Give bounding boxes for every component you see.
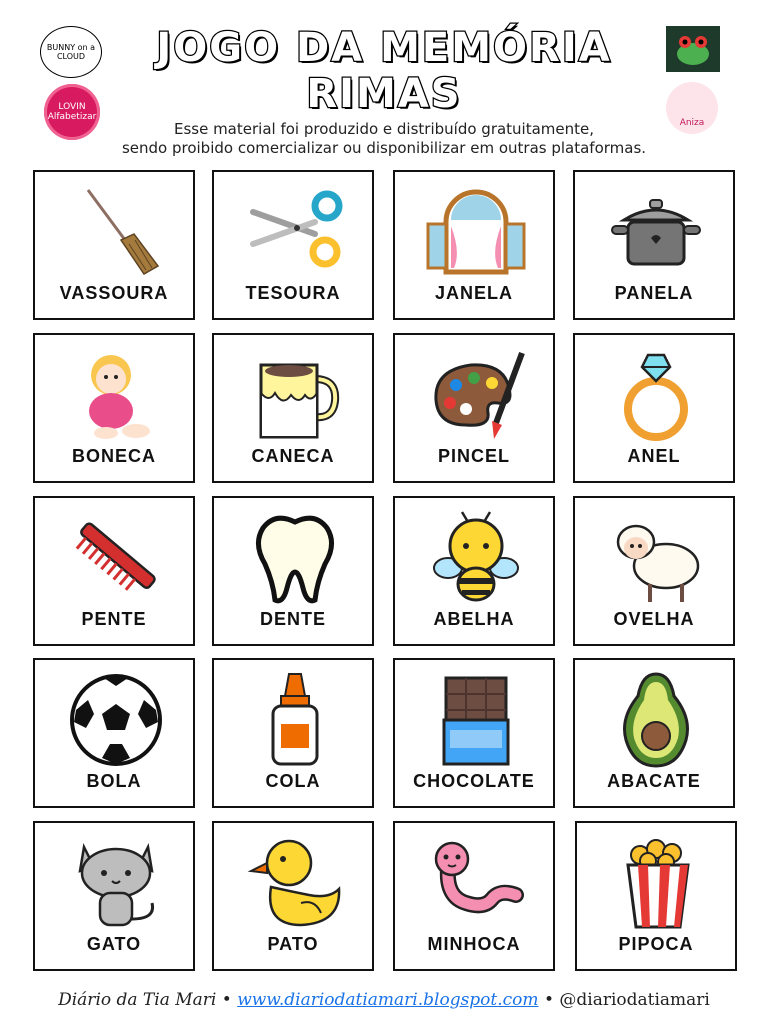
frog-logo	[666, 26, 720, 72]
memory-card[interactable]	[573, 170, 735, 320]
card-label: PATO	[267, 934, 319, 954]
memory-card[interactable]	[33, 170, 195, 320]
card-label: BOLA	[86, 771, 142, 791]
memory-card[interactable]	[393, 658, 555, 808]
card-label: PINCEL	[437, 446, 510, 466]
broom-icon	[66, 182, 166, 282]
chocolate-icon	[426, 670, 526, 770]
card-label: PANELA	[614, 283, 694, 303]
memory-card[interactable]	[393, 333, 555, 483]
memory-card[interactable]	[573, 496, 735, 646]
memory-card[interactable]	[212, 821, 374, 971]
notice-line-1: Esse material foi produzido e distribuído gratuitamente,	[173, 120, 595, 138]
memory-card[interactable]	[393, 821, 555, 971]
memory-card[interactable]	[212, 333, 374, 483]
memory-card[interactable]	[212, 170, 374, 320]
bunny-on-a-cloud-logo	[40, 26, 102, 78]
ball-icon	[66, 670, 166, 770]
card-label: CHOCOLATE	[413, 771, 535, 791]
memory-card[interactable]	[212, 496, 374, 646]
worm-icon	[426, 833, 526, 933]
card-label: BONECA	[71, 446, 156, 466]
footer-handle: @diariodatiamari	[559, 990, 710, 1010]
footer	[0, 990, 768, 1010]
memory-card[interactable]	[33, 821, 195, 971]
duck-icon	[245, 833, 345, 933]
footer-blog-link[interactable]: www.diariodatiamari.blogspot.com	[237, 990, 539, 1010]
aniza-logo	[666, 82, 718, 134]
glue-icon	[245, 670, 345, 770]
ring-icon	[606, 345, 706, 445]
cat-icon	[66, 833, 166, 933]
memory-card[interactable]	[33, 658, 195, 808]
card-label: GATO	[86, 934, 142, 954]
lovin-logo-text: LOVIN Alfabetizar	[47, 102, 97, 122]
footer-separator: •	[543, 990, 554, 1010]
footer-brand: Diário da Tia Mari	[58, 990, 217, 1010]
card-label: VASSOURA	[59, 283, 169, 303]
card-label: COLA	[265, 771, 321, 791]
memory-card[interactable]	[212, 658, 374, 808]
copyright-notice	[0, 120, 768, 158]
card-label: OVELHA	[613, 609, 695, 629]
page-title: JOGO DA MEMÓRIA	[156, 25, 612, 71]
aniza-logo-text: Aniza	[679, 118, 705, 128]
card-label: ABACATE	[607, 771, 701, 791]
notice-line-2: sendo proibido comercializar ou disponibilizar em outras plataformas.	[121, 139, 647, 157]
footer-separator: •	[221, 990, 232, 1010]
card-label: DENTE	[259, 609, 326, 629]
avocado-icon	[606, 670, 706, 770]
memory-card[interactable]	[573, 333, 735, 483]
sheep-icon	[606, 508, 706, 608]
card-label: CANECA	[251, 446, 335, 466]
popcorn-icon	[608, 833, 708, 933]
card-label: PENTE	[81, 609, 147, 629]
page-subtitle: RIMAS	[306, 71, 462, 117]
memory-card[interactable]	[575, 821, 737, 971]
lovin-logo	[44, 84, 100, 140]
card-label: ABELHA	[433, 609, 515, 629]
card-label: TESOURA	[245, 283, 341, 303]
card-label: PIPOCA	[618, 934, 694, 954]
pot-icon	[606, 182, 706, 282]
mug-icon	[245, 345, 345, 445]
comb-icon	[66, 508, 166, 608]
memory-card[interactable]	[33, 496, 195, 646]
card-label: JANELA	[434, 283, 513, 303]
tooth-icon	[245, 508, 345, 608]
memory-card[interactable]	[573, 658, 735, 808]
scissors-icon	[245, 182, 345, 282]
memory-card[interactable]	[393, 496, 555, 646]
window-icon	[426, 182, 526, 282]
card-label: MINHOCA	[427, 934, 521, 954]
palette-icon	[426, 345, 526, 445]
memory-card[interactable]	[393, 170, 555, 320]
bee-icon	[426, 508, 526, 608]
card-label: ANEL	[627, 446, 681, 466]
memory-card[interactable]	[33, 333, 195, 483]
doll-icon	[66, 345, 166, 445]
bunny-logo-text: BUNNY on a CLOUD	[46, 43, 96, 61]
